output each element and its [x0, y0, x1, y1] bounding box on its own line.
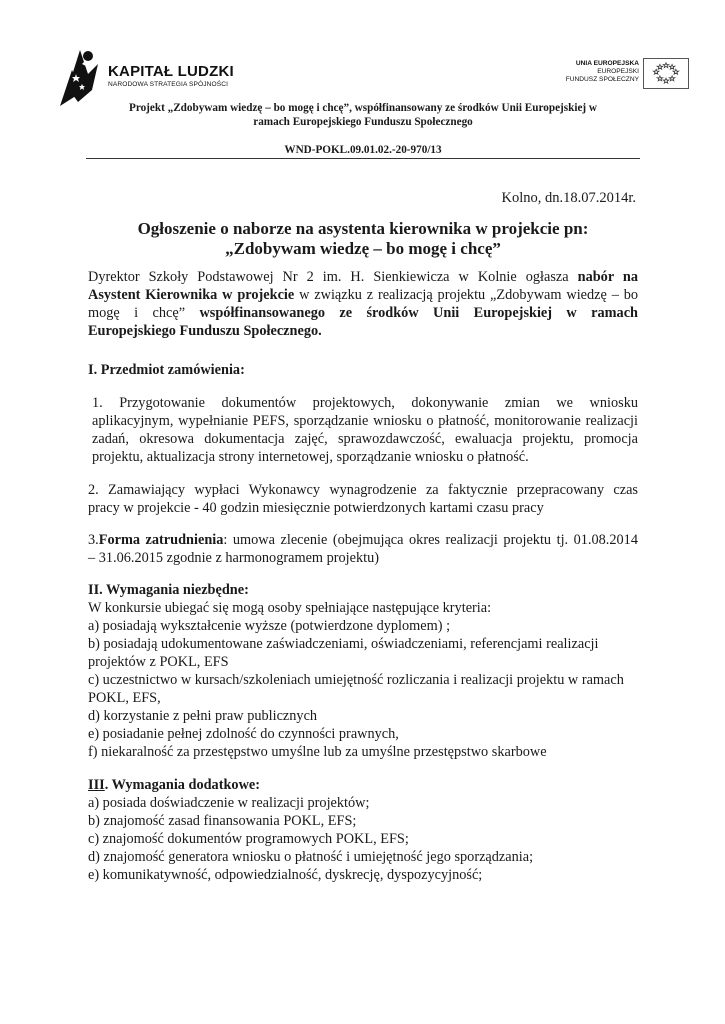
- intro-bold: Asystent Kierownika w projekcie: [88, 287, 295, 303]
- intro-bold: współfinansowanego ze środków Unii Europejskiej w ramach: [199, 305, 638, 321]
- eu-flag-icon: [643, 58, 689, 89]
- project-reference-number: WND-POKL.09.01.02.-20-970/13: [284, 144, 442, 156]
- eu-logo-text: [566, 60, 639, 84]
- section1-item2-line: pracy w projekcie - 40 godzin miesięcznie potwierdzonych kartami czasu pracy: [88, 500, 544, 516]
- section3-line: b) znajomość zasad finansowania POKL, EFS;: [88, 813, 357, 829]
- intro-text: Dyrektor Szkoły Podstawowej Nr 2 im. H. Sienkiewicza w Kolnie ogłasza: [88, 269, 569, 285]
- section3-line: c) znajomość dokumentów programowych POKL, EFS;: [88, 831, 409, 847]
- section2-line: c) uczestnictwo w kursach/szkoleniach umiejętność rozliczania i realizacji projektu w ramach: [88, 672, 624, 688]
- document-title-line1: Ogłoszenie o naborze na asystenta kierownika w projekcie pn:: [137, 219, 589, 238]
- section2-line: a) posiadają wykształcenie wyższe (potwierdzone dyplomem) ;: [88, 618, 451, 634]
- kapital-ludzki-subtitle: NARODOWA STRATEGIA SPÓJNOŚCI: [108, 81, 229, 88]
- item3-label: Forma zatrudnienia: [98, 532, 224, 548]
- section1-item1-line: aplikacyjnym, wypełnianie PEFS, sporządzanie wniosku o płatność, monitorowanie realizacji: [92, 413, 638, 429]
- section2-line: f) niekaralność za przestępstwo umyślne lub za umyślne przestępstwo skarbowe: [88, 744, 547, 760]
- section2-line: e) posiadanie pełnej zdolność do czynności prawnych,: [88, 726, 399, 742]
- intro-line4: Europejskiego Funduszu Społecznego.: [88, 323, 322, 339]
- project-header-line2: ramach Europejskiego Funduszu Społecznego: [253, 116, 473, 128]
- section1-item1-line: zadań, okresowa dokumentacja zajęć, sprawozdawczość, ewaluacja projektu, promocja: [92, 431, 638, 447]
- section3-line: a) posiada doświadczenie w realizacji projektów;: [88, 795, 370, 811]
- eu-line2: EUROPEJSKI: [597, 68, 639, 75]
- item3-prefix: 3.: [88, 532, 99, 548]
- project-header-line1: Projekt „Zdobywam wiedzę – bo mogę i chcę”, współfinansowany ze środków Unii Europejskiej w: [128, 102, 598, 114]
- intro-line3: [88, 304, 638, 322]
- section1-item1-line: projektu, aktualizacja strony internetowej, sporządzanie wniosku o płatność.: [92, 449, 529, 465]
- section3-line: d) znajomość generatora wniosku o płatność i umiejętność jego sporządzania;: [88, 849, 534, 865]
- section2-line: projektów z POKL, EFS: [88, 654, 229, 670]
- section2-line: POKL, EFS,: [88, 690, 161, 706]
- section3-line: e) komunikatywność, odpowiedzialność, dyskrecję, dyspozycyjność;: [88, 867, 483, 883]
- section2-line: b) posiadają udokumentowane zaświadczeniami, oświadczeniami, referencjami realizacji: [88, 636, 599, 652]
- eu-line3: FUNDUSZ SPOŁECZNY: [565, 76, 639, 83]
- section2-heading: II. Wymagania niezbędne:: [88, 582, 249, 598]
- section2-line: d) korzystanie z pełni praw publicznych: [88, 708, 318, 724]
- header-divider: [86, 158, 640, 159]
- section1-item1-line: 1. Przygotowanie dokumentów projektowych, dokonywanie zmian we wniosku: [92, 395, 638, 411]
- section1-item3-line2: – 31.06.2015 zgodnie z harmonogramem projektu): [88, 550, 380, 566]
- intro-text: w związku z realizacją projektu „Zdobywam wiedzę – bo: [299, 287, 638, 303]
- intro-line1: [88, 268, 638, 286]
- document-title-line2: „Zdobywam wiedzę – bo mogę i chcę”: [225, 239, 501, 258]
- section3-heading: [88, 776, 638, 794]
- kapital-ludzki-title: KAPITAŁ LUDZKI: [108, 63, 234, 80]
- section2-line: W konkursie ubiegać się mogą osoby spełniające następujące kryteria:: [88, 600, 492, 616]
- eu-line1: UNIA EUROPEJSKA: [575, 60, 639, 67]
- section1-item3-line1: [88, 531, 638, 549]
- intro-line2: [88, 286, 638, 304]
- item3-text: : umowa zlecenie (obejmująca okres realizacji projektu tj. 01.08.2014: [223, 532, 638, 548]
- section1-item2-line: 2. Zamawiający wypłaci Wykonawcy wynagrodzenie za faktycznie przepracowany czas: [88, 482, 638, 498]
- document-date: Kolno, dn.18.07.2014r.: [501, 190, 636, 206]
- section3-heading-text: . Wymagania dodatkowe:: [104, 777, 261, 793]
- intro-bold: nabór na: [577, 269, 639, 285]
- section1-heading: I. Przedmiot zamówienia:: [88, 362, 245, 378]
- section3-heading-num: III: [88, 777, 105, 793]
- intro-text: mogę i chcę”: [88, 305, 186, 321]
